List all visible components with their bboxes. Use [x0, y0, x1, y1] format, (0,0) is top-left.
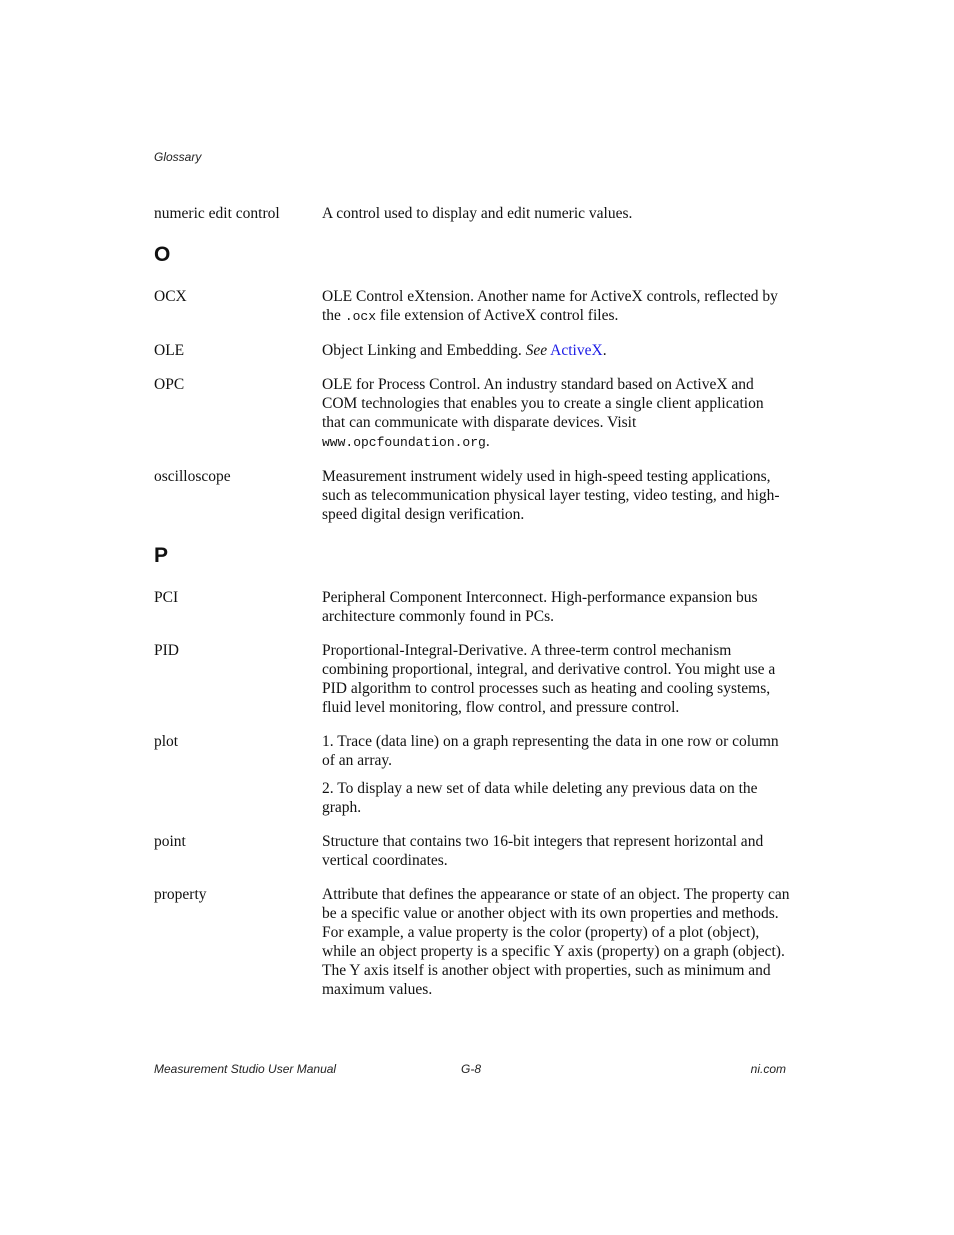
glossary-term: plot — [154, 733, 179, 750]
glossary-entry-oscilloscope — [154, 467, 790, 524]
glossary-term: PCI — [154, 589, 179, 606]
glossary-entry-point — [154, 832, 790, 870]
definition-text: file extension of ActiveX control files. — [376, 307, 619, 324]
glossary-definition: Structure that contains two 16-bit integers that represent horizontal and vertical coordinates. — [322, 833, 764, 869]
glossary-entry-plot — [154, 732, 790, 817]
glossary-definition — [322, 341, 790, 360]
glossary-entry-pci — [154, 588, 790, 626]
footer-manual-title: Measurement Studio User Manual — [154, 1062, 337, 1076]
glossary-entry-opc — [154, 375, 790, 452]
glossary-definition: Measurement instrument widely used in high-speed testing applications, such as telecommunication physical layer testing, video testing, and high-speed digital design verification. — [322, 468, 780, 523]
definition-item: 1. Trace (data line) on a graph representing the data in one row or column of an array. — [322, 733, 779, 769]
glossary-term: point — [154, 833, 186, 850]
definition-text: OLE Control eXtension. Another name for ActiveX controls, reflected by the — [322, 288, 778, 324]
see-reference: See — [525, 342, 548, 359]
footer-page-number: G-8 — [461, 1062, 482, 1076]
definition-text: . — [602, 342, 607, 359]
glossary-definition — [322, 375, 790, 452]
glossary-term: PID — [154, 642, 179, 659]
glossary-definition — [322, 287, 790, 326]
glossary-definition: A control used to display and edit numeric values. — [322, 205, 633, 222]
glossary-term: OLE — [154, 342, 185, 359]
glossary-definition: Proportional-Integral-Derivative. A three-term control mechanism combining proportional, integral, and derivative control. You might use a PID algorithm to control processes such as heating and cooling systems, fluid level monitoring, flow control, and pressure control. — [322, 642, 776, 716]
running-header: Glossary — [154, 150, 202, 164]
glossary-definition — [322, 732, 790, 817]
code-url: www.opcfoundation.org — [322, 435, 486, 450]
glossary-term: OCX — [154, 288, 187, 305]
glossary-entry-property — [154, 885, 790, 999]
section-letter-p: P — [154, 544, 169, 567]
glossary-term: numeric edit control — [154, 205, 280, 222]
glossary-term: OPC — [154, 376, 185, 393]
glossary-definition: Peripheral Component Interconnect. High-performance expansion bus architecture commonly found in PCs. — [322, 589, 758, 625]
glossary-entry-numeric-edit-control — [154, 204, 790, 223]
footer-website: ni.com — [750, 1062, 786, 1076]
glossary-term: oscilloscope — [154, 468, 231, 485]
definition-text: . — [485, 433, 490, 450]
glossary-definition: Attribute that defines the appearance or state of an object. The property can be a specific value or another object with its own properties and methods. For example, a value property is the color (property) of a plot (object), while an object property is a specific Y axis (property) on a graph (object). The Y axis itself is another object with properties, such as minimum and maximum values. — [322, 886, 790, 998]
glossary-content — [154, 204, 790, 1014]
section-letter-o: O — [154, 243, 171, 266]
code-extension: .ocx — [344, 309, 377, 324]
glossary-entry-ole — [154, 341, 790, 360]
definition-text: Object Linking and Embedding. — [322, 342, 526, 359]
activex-link[interactable]: ActiveX — [550, 342, 603, 359]
glossary-entry-pid — [154, 641, 790, 717]
definition-item: 2. To display a new set of data while deleting any previous data on the graph. — [322, 780, 758, 816]
definition-text: OLE for Process Control. An industry standard based on ActiveX and COM technologies that enables you to create a single client application that can communicate with disparate devices. Visit — [322, 376, 764, 431]
glossary-entry-ocx — [154, 287, 790, 326]
glossary-term: property — [154, 886, 207, 903]
